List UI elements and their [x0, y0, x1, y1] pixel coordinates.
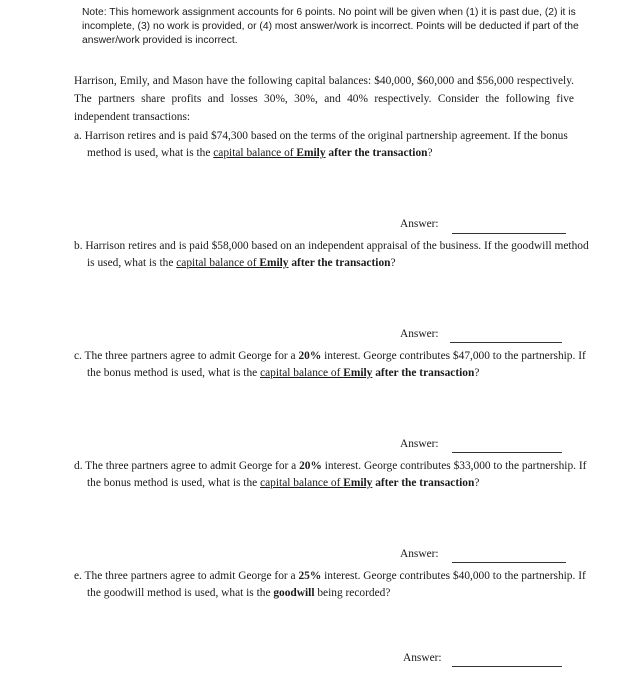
answer-label-a: Answer:: [400, 218, 439, 230]
answer-label-d: Answer:: [400, 548, 439, 560]
homework-note: Note: This homework assignment accounts for 6 points. No point will be given when (1) it is past due, (2) it is incomplete, (3) no work is provided, or (4) most answer/work is incorrect. Points will be deducted if part of the answer/work provided is incorrect.: [82, 7, 579, 46]
answer-line-b[interactable]: [450, 342, 562, 343]
answer-line-c[interactable]: [452, 452, 562, 453]
question-a: a. Harrison retires and is paid $74,300 based on the terms of the original partnership agreement. If the bonus method is used, what is the capital balance of Emily after the transaction?: [74, 130, 568, 159]
answer-line-d[interactable]: [452, 562, 566, 563]
question-b: b. Harrison retires and is paid $58,000 based on an independent appraisal of the business. If the goodwill method is used, what is the capital balance of Emily after the transaction?: [74, 240, 589, 269]
answer-line-a[interactable]: [452, 233, 566, 234]
answer-line-e[interactable]: [452, 666, 562, 667]
question-e: e. The three partners agree to admit George for a 25% interest. George contributes $40,000 to the partnership. If the goodwill method is used, what is the goodwill being recorded?: [74, 570, 586, 599]
question-d: d. The three partners agree to admit George for a 20% interest. George contributes $33,000 to the partnership. If the bonus method is used, what is the capital balance of Emily after the transaction?: [74, 460, 587, 489]
answer-label-e: Answer:: [403, 652, 442, 664]
answer-label-b: Answer:: [400, 328, 439, 340]
question-c: c. The three partners agree to admit George for a 20% interest. George contributes $47,000 to the partnership. If the bonus method is used, what is the capital balance of Emily after the transaction?: [74, 350, 586, 379]
answer-label-c: Answer:: [400, 438, 439, 450]
problem-intro: Harrison, Emily, and Mason have the following capital balances: $40,000, $60,000 and $56,000 respectively. The partners share profits and losses 30%, 30%, and 40% respectively. Consider the following five independent transactions:: [74, 75, 574, 123]
